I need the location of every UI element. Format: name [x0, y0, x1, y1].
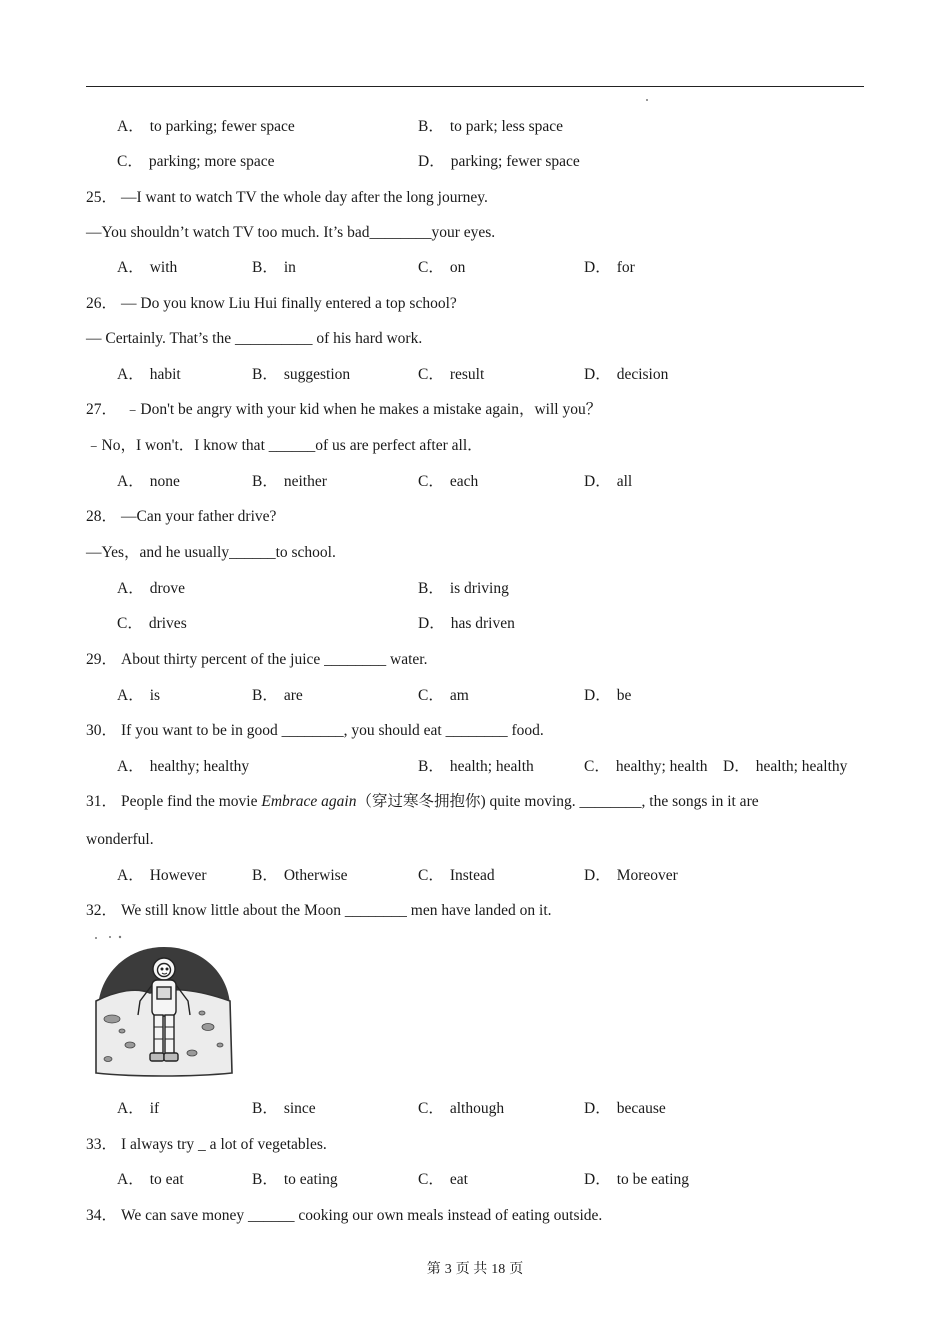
q32-option-b[interactable]: B． since	[252, 1100, 316, 1117]
scan-dot	[646, 99, 648, 101]
q28-option-a[interactable]: A． drove	[117, 580, 185, 597]
q28-option-b[interactable]: B． is driving	[418, 580, 509, 597]
q31-option-d[interactable]: D． Moreover	[584, 867, 678, 884]
q24-option-a[interactable]: A． to parking; fewer space	[117, 118, 295, 135]
q29-line1: 29． About thirty percent of the juice ________ water.	[86, 651, 428, 668]
q30-option-b[interactable]: B． health; health	[418, 758, 534, 775]
q31-line1: 31． People find the movie Embrace again（穿过寒冬拥抱你) quite moving. ________, the songs in it are	[86, 793, 759, 810]
q31-option-c[interactable]: C． Instead	[418, 867, 495, 884]
q25-option-d[interactable]: D． for	[584, 259, 635, 276]
q33-option-c[interactable]: C． eat	[418, 1171, 468, 1188]
q27-options	[117, 472, 877, 492]
q28-line2: —Yes，and he usually______to school.	[86, 544, 336, 561]
q24-option-c[interactable]: C． parking; more space	[117, 153, 275, 170]
q26-option-a[interactable]: A． habit	[117, 366, 181, 383]
q29-option-c[interactable]: C． am	[418, 687, 469, 704]
q31-line2: wonderful.	[86, 831, 154, 848]
q26-options	[117, 365, 877, 385]
q31-option-b[interactable]: B． Otherwise	[252, 867, 348, 884]
q28-options-row1	[117, 579, 877, 599]
q30-options	[117, 757, 877, 777]
q27-line2: ﹣No，I won't．I know that ______of us are perfect after all．	[86, 437, 483, 454]
q31-option-a[interactable]: A． However	[117, 867, 207, 884]
q30-option-d[interactable]: D． health; healthy	[723, 758, 848, 775]
q27-option-b[interactable]: B． neither	[252, 473, 327, 490]
q26-option-d[interactable]: D． decision	[584, 366, 669, 383]
q26-option-b[interactable]: B． suggestion	[252, 366, 351, 383]
q29-option-a[interactable]: A． is	[117, 687, 161, 704]
q29-options	[117, 686, 877, 706]
q32-option-c[interactable]: C． although	[418, 1100, 505, 1117]
q28-option-c[interactable]: C． drives	[117, 615, 187, 632]
q26-line2: — Certainly. That’s the __________ of his hard work.	[86, 330, 423, 347]
q30-option-c[interactable]: C． healthy; health	[584, 758, 708, 775]
q28-option-d[interactable]: D． has driven	[418, 615, 515, 632]
q30-line1: 30． If you want to be in good ________, you should eat ________ food.	[86, 722, 544, 739]
q32-option-a[interactable]: A． if	[117, 1100, 160, 1117]
q32-option-d[interactable]: D． because	[584, 1100, 666, 1117]
q27-option-d[interactable]: D． all	[584, 473, 633, 490]
q24-option-d[interactable]: D． parking; fewer space	[418, 153, 580, 170]
q26-line1: 26． — Do you know Liu Hui finally entered a top school?	[86, 295, 457, 312]
q27-option-a[interactable]: A． none	[117, 473, 180, 490]
q27-line1: 27． ﹣Don't be angry with your kid when he makes a mistake again，will you？	[86, 401, 602, 418]
page-footer: 第 3 页 共 18 页	[426, 1262, 524, 1277]
q31-options	[117, 866, 877, 886]
q30-option-a[interactable]: A． healthy; healthy	[117, 758, 250, 775]
q29-option-d[interactable]: D． be	[584, 687, 632, 704]
q33-options	[117, 1170, 877, 1190]
q26-option-c[interactable]: C． result	[418, 366, 485, 383]
q32-line1: 32． We still know little about the Moon ________ men have landed on it.	[86, 902, 552, 919]
q24-options-row2	[117, 152, 877, 172]
q25-options	[117, 258, 877, 278]
q28-line1: 28． —Can your father drive?	[86, 508, 277, 525]
q33-line1: 33． I always try _ a lot of vegetables.	[86, 1136, 327, 1153]
q29-option-b[interactable]: B． are	[252, 687, 303, 704]
q24-option-b[interactable]: B． to park; less space	[418, 118, 564, 135]
q27-option-c[interactable]: C． each	[418, 473, 479, 490]
q33-option-d[interactable]: D． to be eating	[584, 1171, 690, 1188]
q33-option-a[interactable]: A． to eat	[117, 1171, 184, 1188]
q25-option-c[interactable]: C． on	[418, 259, 466, 276]
header-rule	[86, 86, 864, 87]
total-pages: 18	[491, 1262, 506, 1277]
q32-options	[117, 1099, 877, 1119]
q25-line1: 25． —I want to watch TV the whole day after the long journey.	[86, 189, 488, 206]
q34-line1: 34． We can save money ______ cooking our own meals instead of eating outside.	[86, 1207, 603, 1224]
astronaut-on-moon-illustration	[92, 935, 234, 1081]
q25-line2: —You shouldn’t watch TV too much. It’s bad________your eyes.	[86, 224, 496, 241]
q28-options-row2	[117, 614, 877, 634]
q25-option-a[interactable]: A． with	[117, 259, 178, 276]
q31-movie-title: Embrace again	[261, 793, 357, 810]
q25-option-b[interactable]: B． in	[252, 259, 296, 276]
q24-options-row1	[117, 117, 877, 137]
current-page-number: 3	[444, 1262, 452, 1277]
q33-option-b[interactable]: B． to eating	[252, 1171, 338, 1188]
